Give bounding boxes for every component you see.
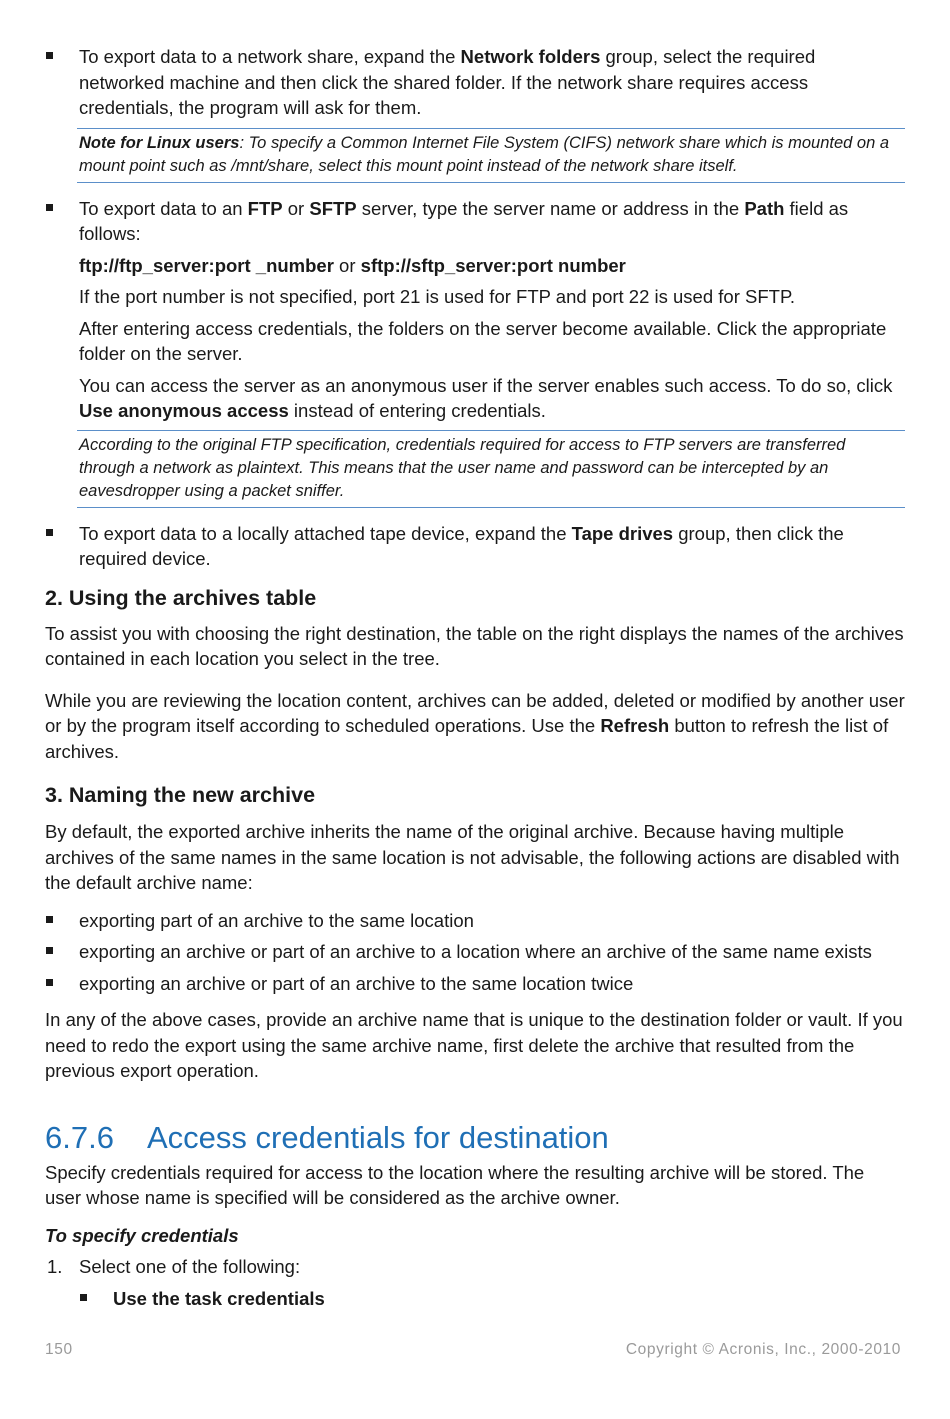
archives-refresh-text: While you are reviewing the location content, archives can be added, deleted or modified by another user or by the program itself according to scheduled operations. Use the Refresh button to refresh the list of archives. [45,689,905,762]
bullet-icon [46,52,53,59]
archives-table-text: To assist you with choosing the right destination, the table on the right displays the names of the archives contained in each location you select in the tree. [45,622,904,669]
linux-note: Note for Linux users: To specify a Common Internet File System (CIFS) network share which is mounted on a mount point such as /mnt/share, select this mount point instead of the network share itself. [77,128,905,183]
bullet-ftp: To export data to an FTP or SFTP server, type the server name or address in the Path field as follows: [45,196,905,247]
page-number: 150 [45,1341,73,1358]
bullet-icon [46,947,53,954]
ftp-folders-text: After entering access credentials, the folders on the server become available. Click the appropriate folder on the server. [79,317,887,364]
naming-unique-text: In any of the above cases, provide an archive name that is unique to the destination folder or vault. If you need to redo the export using the same archive name, first delete the archive that resulted from the previous export operation. [45,1009,903,1081]
option-item: Use the task credentials [79,1286,905,1312]
bullet-icon [80,1294,87,1301]
procedure-heading: To specify credentials [45,1224,239,1246]
bullet-icon [46,979,53,986]
document-page [45,44,905,1311]
step-item: 1. Select one of the following: [47,1256,301,1277]
ftp-security-note: According to the original FTP specification, credentials required for access to FTP servers are transferred through a network as plaintext. This means that the user name and password can be intercepted by an eavesdropper using a packet sniffer. [77,430,905,508]
list-item: exporting an archive or part of an archive to a location where an archive of the same name exists [45,939,905,965]
page-footer [45,1341,901,1359]
section-heading-naming: 3. Naming the new archive [45,783,316,807]
bullet-tape: To export data to a locally attached tape device, expand the Tape drives group, then click the required device. [45,521,905,572]
copyright: Copyright © Acronis, Inc., 2000-2010 [625,1341,901,1358]
ftp-syntax: ftp://ftp_server:port _number or sftp://sftp_server:port number [79,254,626,276]
bullet-icon [46,916,53,923]
credentials-text: Specify credentials required for access to the location where the resulting archive will be stored. The user whose name is specified will be considered as the archive owner. [45,1161,865,1208]
bullet-network-share: To export data to a network share, expand the Network folders group, select the required networked machine and then click the shared folder. If the network share requires access credentials, the program will ask for them. [45,44,905,121]
list-item: exporting part of an archive to the same location [45,908,905,934]
section-heading-access-credentials: 6.7.6 Access credentials for destination [45,1119,609,1155]
bullet-icon [46,204,53,211]
list-item: exporting an archive or part of an archive to the same location twice [45,971,905,997]
bullet-icon [46,529,53,536]
naming-text: By default, the exported archive inherits the name of the original archive. Because having multiple archives of the same names in the same location is not advisable, the following actions are disabled with the default archive name: [45,821,900,893]
ftp-anonymous-text: You can access the server as an anonymous user if the server enables such access. To do so, click Use anonymous access instead of entering credentials. [79,374,893,421]
ftp-port-text: If the port number is not specified, port 21 is used for FTP and port 22 is used for SFTP. [79,286,796,307]
section-heading-archives-table: 2. Using the archives table [45,585,317,610]
